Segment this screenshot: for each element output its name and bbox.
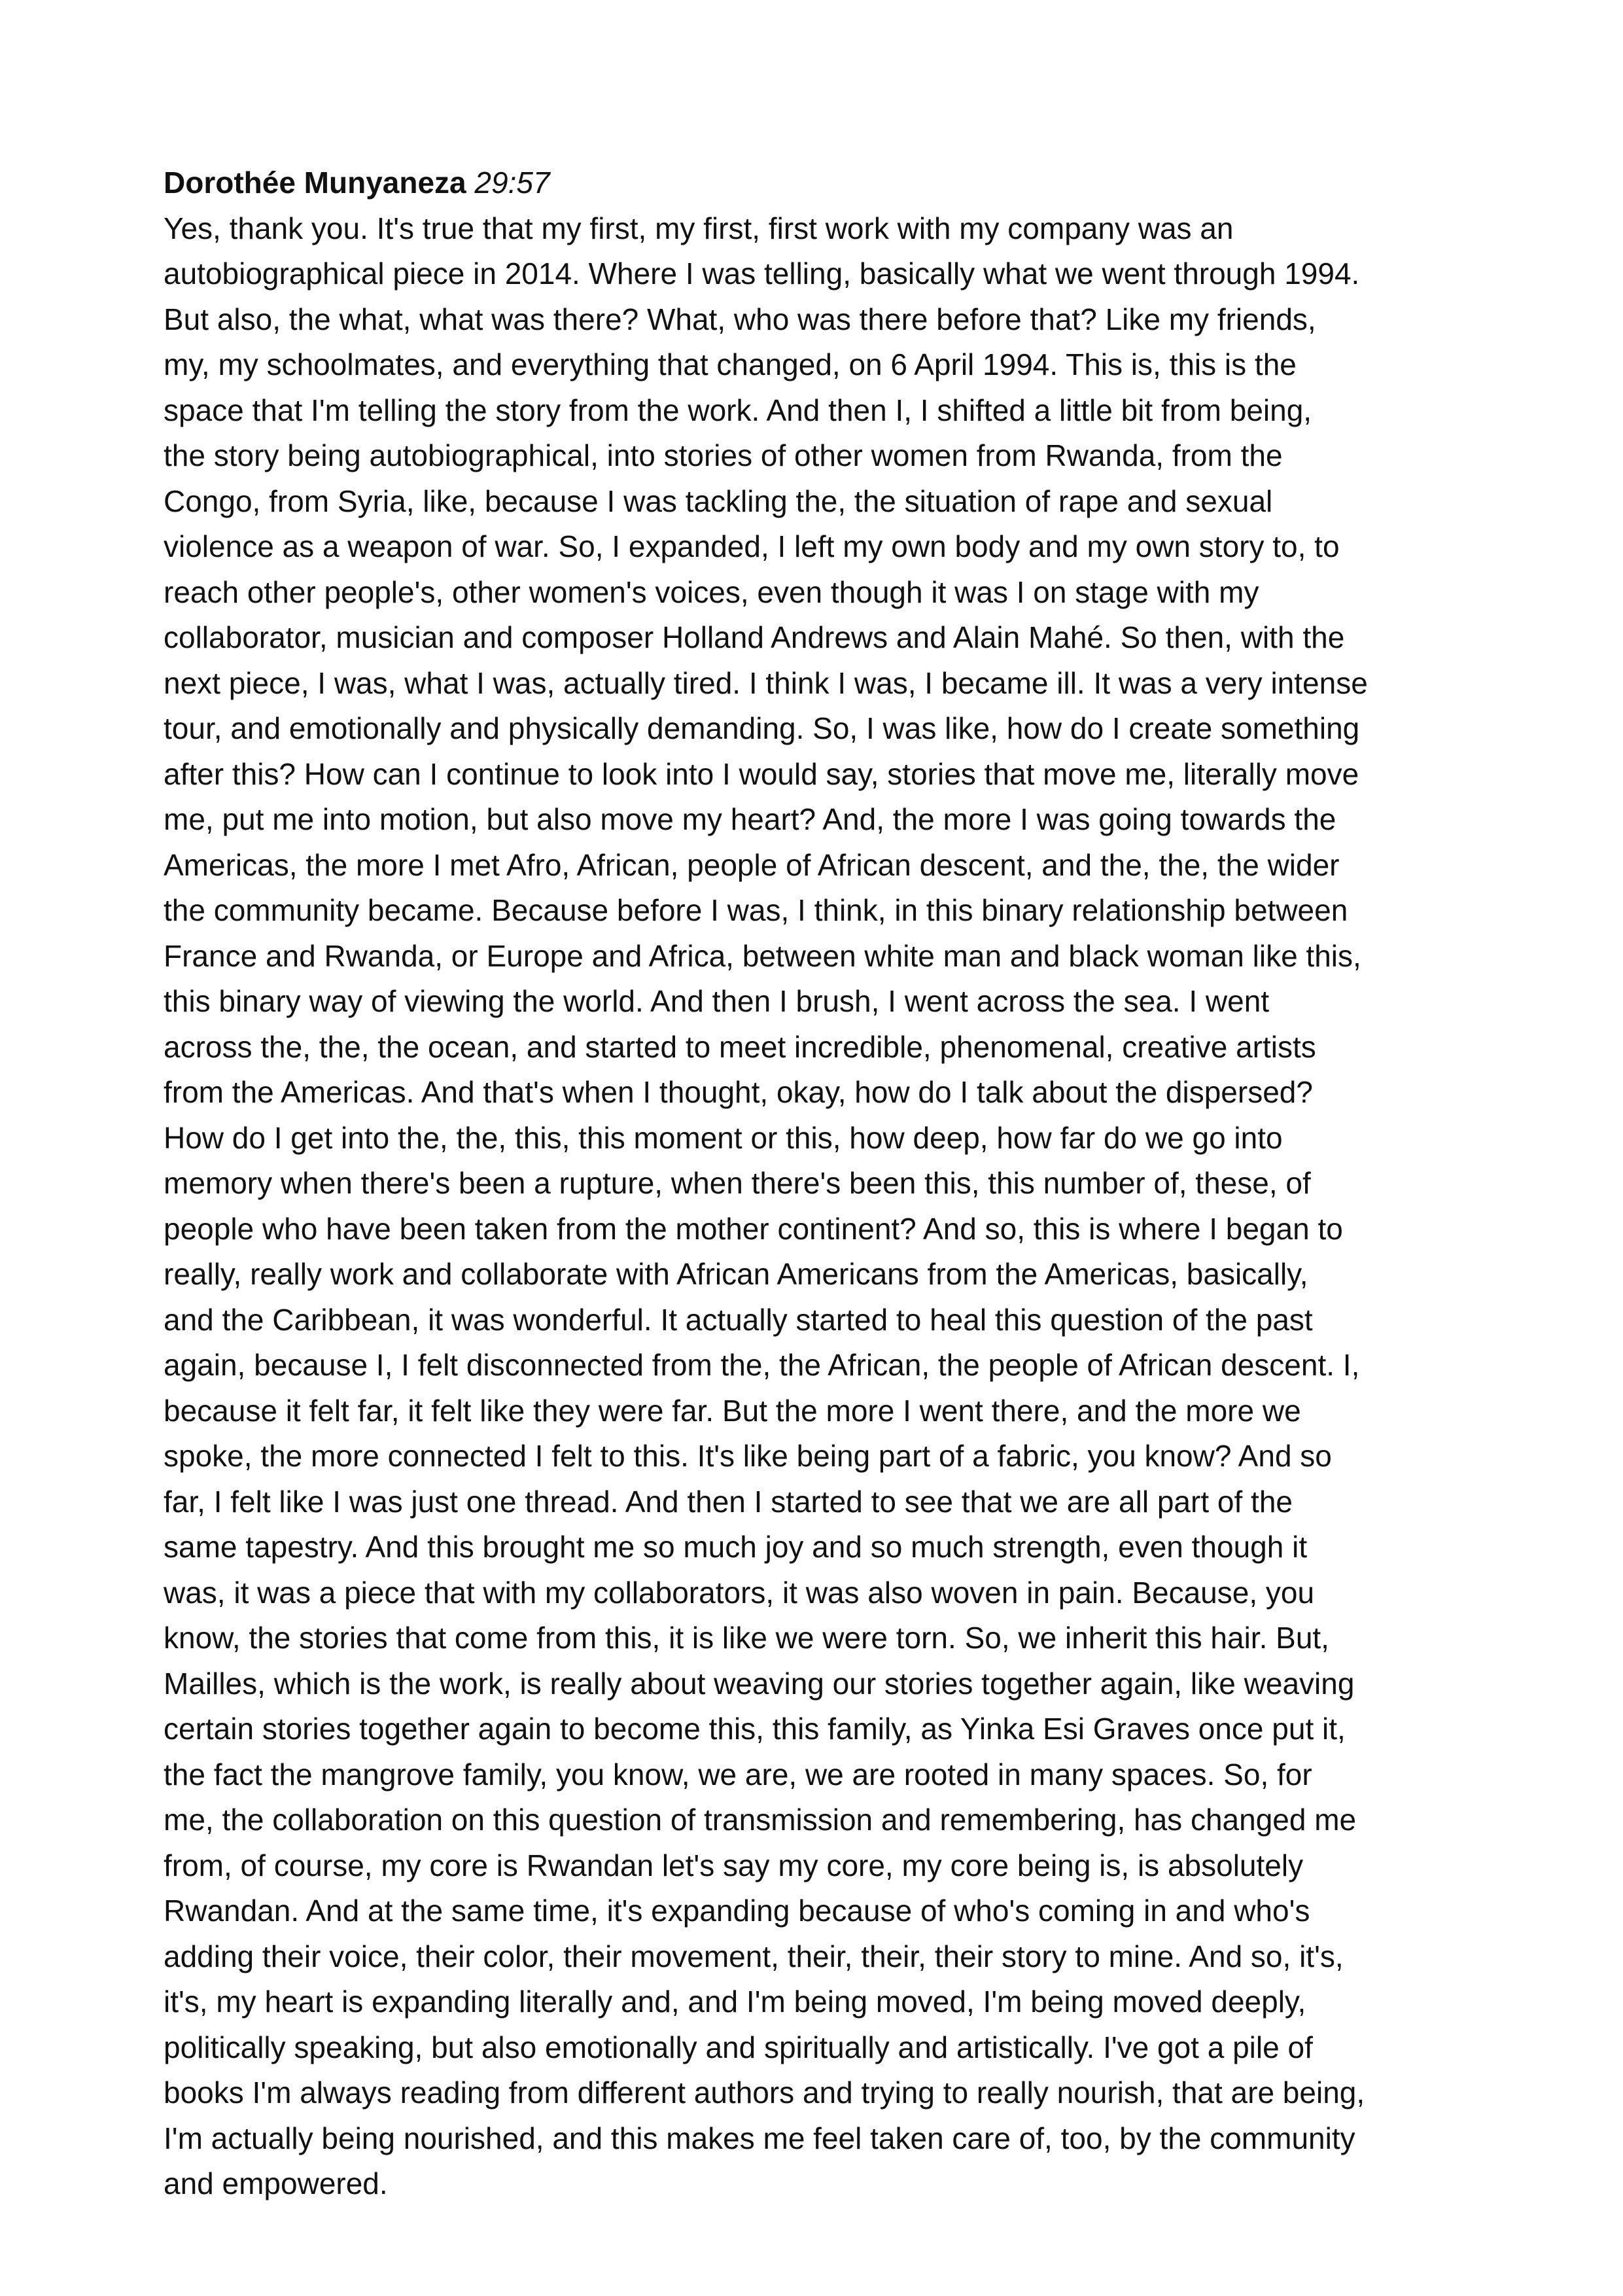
transcript-line: far, I felt like I was just one thread. And then I started to see that we are all part of the	[164, 1484, 1293, 1519]
transcript-line: tour, and emotionally and physically demanding. So, I was like, how do I create something	[164, 711, 1360, 745]
transcript-line: was, it was a piece that with my collaborators, it was also woven in pain. Because, you	[164, 1575, 1315, 1610]
speaker-heading	[164, 160, 1478, 206]
transcript-line: Mailles, which is the work, is really about weaving our stories together again, like weaving	[164, 1666, 1355, 1701]
transcript-line: and the Caribbean, it was wonderful. It actually started to heal this question of the past	[164, 1302, 1313, 1337]
transcript-line: next piece, I was, what I was, actually tired. I think I was, I became ill. It was a very intense	[164, 665, 1368, 700]
transcript-line: know, the stories that come from this, it is like we were torn. So, we inherit this hair. But,	[164, 1621, 1329, 1655]
transcript-line: the story being autobiographical, into stories of other women from Rwanda, from the	[164, 438, 1283, 472]
transcript-line: books I'm always reading from different authors and trying to really nourish, that are being,	[164, 2075, 1365, 2110]
transcript-line: reach other people's, other women's voices, even though it was I on stage with my	[164, 574, 1259, 609]
transcript-line: collaborator, musician and composer Holland Andrews and Alain Mahé. So then, with the	[164, 620, 1345, 654]
speaker-name: Dorothée Munyaneza	[164, 166, 466, 200]
transcript-line: France and Rwanda, or Europe and Africa, between white man and black woman like this,	[164, 938, 1361, 973]
transcript-line: adding their voice, their color, their movement, their, their, their story to mine. And so, it's,	[164, 1939, 1344, 1973]
transcript-line: memory when there's been a rupture, when there's been this, this number of, these, of	[164, 1166, 1311, 1200]
transcript-line: my, my schoolmates, and everything that changed, on 6 April 1994. This is, this is the	[164, 347, 1297, 381]
transcript-line: people who have been taken from the mother continent? And so, this is where I began to	[164, 1211, 1343, 1246]
transcript-line: again, because I, I felt disconnected from the, the African, the people of African descent. I,	[164, 1348, 1360, 1382]
transcript-line: violence as a weapon of war. So, I expanded, I left my own body and my own story to, to	[164, 529, 1340, 563]
transcript-line: space that I'm telling the story from the work. And then I, I shifted a little bit from being,	[164, 393, 1312, 427]
transcript-line: politically speaking, but also emotionally and spiritually and artistically. I've got a pile of	[164, 2030, 1313, 2064]
transcript-line: I'm actually being nourished, and this makes me feel taken care of, too, by the community	[164, 2121, 1355, 2155]
transcript-line: Congo, from Syria, like, because I was tackling the, the situation of rape and sexual	[164, 484, 1273, 518]
transcript-line: me, the collaboration on this question of transmission and remembering, has changed me	[164, 1803, 1357, 1837]
transcript-line: Americas, the more I met Afro, African, people of African descent, and the, the, the wider	[164, 847, 1340, 882]
transcript-line: spoke, the more connected I felt to this. It's like being part of a fabric, you know? And so	[164, 1439, 1332, 1473]
transcript-line: me, put me into motion, but also move my heart? And, the more I was going towards the	[164, 802, 1336, 836]
transcript-line: across the, the, the ocean, and started to meet incredible, phenomenal, creative artists	[164, 1029, 1316, 1064]
transcript-line: after this? How can I continue to look into I would say, stories that move me, literally move	[164, 756, 1359, 791]
transcript-line: this binary way of viewing the world. And then I brush, I went across the sea. I went	[164, 984, 1270, 1018]
transcript-line: from, of course, my core is Rwandan let's say my core, my core being is, is absolutely	[164, 1848, 1304, 1882]
transcript-line: and empowered.	[164, 2166, 388, 2200]
transcript-line: the fact the mangrove family, you know, we are, we are rooted in many spaces. So, for	[164, 1757, 1312, 1792]
transcript-line: autobiographical piece in 2014. Where I was telling, basically what we went through 1994.	[164, 256, 1360, 291]
transcript-line: But also, the what, what was there? What, who was there before that? Like my friends,	[164, 302, 1316, 336]
transcript-line: really, really work and collaborate with African Americans from the Americas, basically,	[164, 1257, 1308, 1291]
transcript-line: Yes, thank you. It's true that my first, my first, first work with my company was an	[164, 211, 1234, 245]
transcript-line: because it felt far, it felt like they were far. But the more I went there, and the more we	[164, 1393, 1301, 1428]
transcript-page	[164, 160, 1478, 2207]
transcript-line: from the Americas. And that's when I thought, okay, how do I talk about the dispersed?	[164, 1075, 1313, 1109]
transcript-line: the community became. Because before I was, I think, in this binary relationship between	[164, 893, 1348, 927]
transcript-line: How do I get into the, the, this, this moment or this, how deep, how far do we go into	[164, 1120, 1283, 1155]
transcript-line: same tapestry. And this brought me so much joy and so much strength, even though it	[164, 1530, 1308, 1564]
timestamp: 29:57	[474, 166, 550, 200]
transcript-line: it's, my heart is expanding literally and, and I'm being moved, I'm being moved deeply,	[164, 1985, 1306, 2019]
transcript-line: Rwandan. And at the same time, it's expanding because of who's coming in and who's	[164, 1894, 1310, 1928]
transcript-line: certain stories together again to become this, this family, as Yinka Esi Graves once put it,	[164, 1712, 1346, 1746]
transcript-body	[164, 206, 1478, 2207]
